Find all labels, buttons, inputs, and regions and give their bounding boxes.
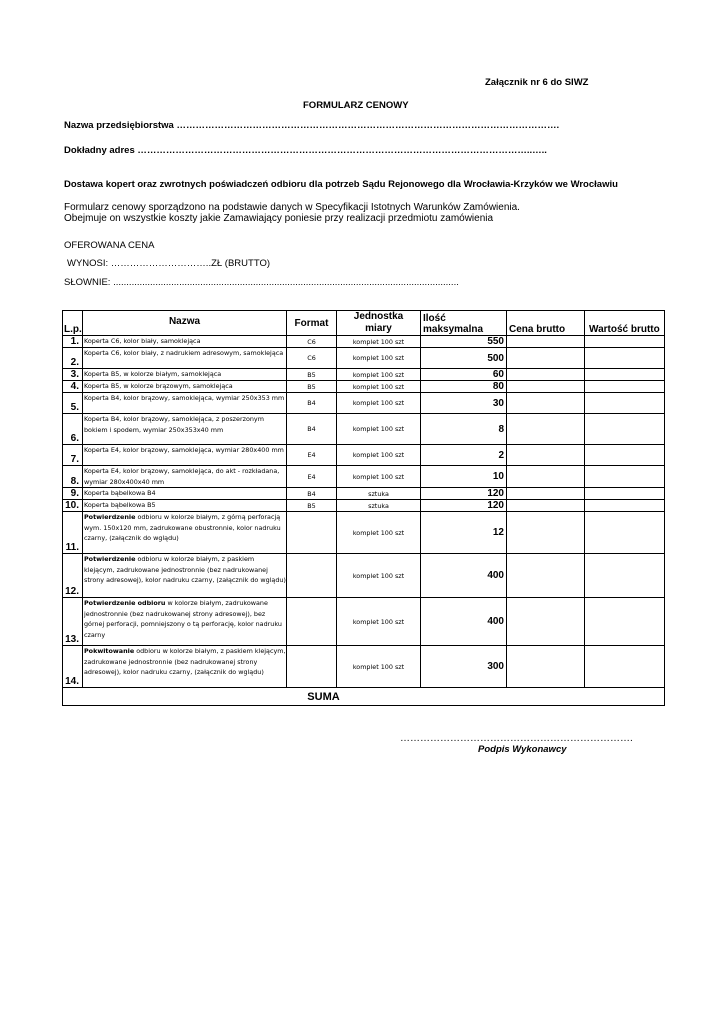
row-name <box>83 500 287 512</box>
row-name-text: Koperta C6, kolor biały, samoklejąca <box>84 337 201 345</box>
table-row <box>63 348 665 369</box>
row-max-qty: 60 <box>421 369 507 381</box>
signature-dots: ……………………………………………………………. <box>400 733 633 744</box>
row-gross-value <box>585 500 665 512</box>
table-row <box>63 554 665 598</box>
row-gross-value <box>585 646 665 688</box>
row-format: B4 <box>287 414 337 445</box>
row-name-text: Koperta bąbelkowa B5 <box>84 501 156 509</box>
row-gross-value <box>585 381 665 393</box>
row-lp: 10. <box>63 500 83 512</box>
row-unit: komplet 100 szt <box>337 512 421 554</box>
row-unit: komplet 100 szt <box>337 381 421 393</box>
header-unit-line2: miary <box>365 323 392 334</box>
table-row <box>63 381 665 393</box>
table-row <box>63 646 665 688</box>
row-format <box>287 646 337 688</box>
row-gross-value <box>585 554 665 598</box>
row-max-qty: 8 <box>421 414 507 445</box>
company-name-line: Nazwa przedsiębiorstwa …………………………………………………………………………………………………………. <box>64 120 560 131</box>
row-gross-value <box>585 466 665 488</box>
row-gross-price <box>507 488 585 500</box>
row-max-qty: 550 <box>421 336 507 348</box>
row-max-qty: 400 <box>421 554 507 598</box>
row-name <box>83 348 287 369</box>
row-unit: komplet 100 szt <box>337 646 421 688</box>
table-body <box>63 336 665 688</box>
header-name: Nazwa <box>83 311 287 336</box>
row-name-text: odbioru w kolorze białym, z paskiem klejącym, zadrukowane jednostronnie (bez nadrukowanej strony adresowej), kolor nadruku czarny, (załącznik do wglądu) <box>84 647 286 676</box>
row-lp: 4. <box>63 381 83 393</box>
header-lp: L.p. <box>63 311 83 336</box>
row-name <box>83 393 287 414</box>
row-name <box>83 369 287 381</box>
row-gross-price <box>507 554 585 598</box>
row-lp: 3. <box>63 369 83 381</box>
table-row <box>63 414 665 445</box>
row-unit: komplet 100 szt <box>337 336 421 348</box>
row-name-text: w kolorze białym, zadrukowane jednostronnie (bez nadrukowanej strony adresowej), bez górnej perforacji, pomniejszony o tą perforację, kolor nadruku czarny <box>84 599 282 639</box>
row-gross-value <box>585 348 665 369</box>
row-gross-value <box>585 512 665 554</box>
row-format: B5 <box>287 369 337 381</box>
row-name <box>83 598 287 646</box>
row-max-qty: 120 <box>421 500 507 512</box>
row-unit: sztuka <box>337 488 421 500</box>
row-gross-price <box>507 445 585 466</box>
row-name <box>83 381 287 393</box>
row-lp: 2. <box>63 348 83 369</box>
row-gross-price <box>507 598 585 646</box>
table-row <box>63 512 665 554</box>
row-unit: komplet 100 szt <box>337 445 421 466</box>
row-format <box>287 512 337 554</box>
row-gross-value <box>585 445 665 466</box>
row-max-qty: 500 <box>421 348 507 369</box>
header-unit-line1: Jednostka <box>353 311 404 322</box>
row-name-text: odbioru w kolorze białym, z paskiem klejącym, zadrukowane jednostronnie (bez nadrukowanej strony adresowej), kolor nadruku czarny, (załącznik do wglądu) <box>84 555 286 584</box>
row-lp: 14. <box>63 646 83 688</box>
form-title: FORMULARZ CENOWY <box>303 100 409 111</box>
table-row <box>63 393 665 414</box>
offered-price-label: OFEROWANA CENA <box>64 240 155 251</box>
row-format: E4 <box>287 445 337 466</box>
header-gross-price: Cena brutto <box>507 311 585 336</box>
header-max-qty: Ilość maksymalna <box>421 311 507 336</box>
row-format: B4 <box>287 488 337 500</box>
row-max-qty: 30 <box>421 393 507 414</box>
row-name-text: Koperta B4, kolor brązowy, samoklejąca, wymiar 250x353 mm <box>84 394 285 402</box>
row-format <box>287 598 337 646</box>
intro-line-1: Formularz cenowy sporządzono na podstawie danych w Specyfikacji Istotnych Warunków Zamówienia. <box>64 202 520 213</box>
sum-row <box>63 688 665 706</box>
table-row <box>63 500 665 512</box>
row-format <box>287 554 337 598</box>
table-row <box>63 466 665 488</box>
row-max-qty: 400 <box>421 598 507 646</box>
row-name-text: Koperta C6, kolor biały, z nadrukiem adresowym, samoklejąca <box>84 349 284 357</box>
row-name <box>83 445 287 466</box>
row-name <box>83 512 287 554</box>
row-gross-value <box>585 393 665 414</box>
row-unit: komplet 100 szt <box>337 393 421 414</box>
row-name-text: Koperta B5, w kolorze brązowym, samoklejąca <box>84 382 233 390</box>
row-gross-price <box>507 381 585 393</box>
price-table <box>62 310 665 706</box>
row-max-qty: 10 <box>421 466 507 488</box>
sum-label: SUMA <box>63 688 665 706</box>
row-name-text: odbioru w kolorze białym, z górną perforacją wym. 150x120 mm, zadrukowane obustronnie, kolor nadruku czarny, (załącznik do wglądu) <box>84 513 281 542</box>
table-row <box>63 336 665 348</box>
row-gross-price <box>507 646 585 688</box>
table-row <box>63 598 665 646</box>
row-name-text: Koperta B4, kolor brązowy, samoklejąca, z poszerzonym bokiem i spodem, wymiar 250x353x40 mm <box>84 415 264 434</box>
row-name <box>83 646 287 688</box>
signature-label: Podpis Wykonawcy <box>478 744 567 755</box>
row-gross-price <box>507 500 585 512</box>
row-gross-value <box>585 488 665 500</box>
row-lp: 13. <box>63 598 83 646</box>
row-format: B5 <box>287 500 337 512</box>
row-gross-price <box>507 414 585 445</box>
row-max-qty: 120 <box>421 488 507 500</box>
row-unit: komplet 100 szt <box>337 369 421 381</box>
row-gross-value <box>585 598 665 646</box>
header-format: Format <box>287 311 337 336</box>
row-format: B4 <box>287 393 337 414</box>
header-unit <box>337 311 421 336</box>
attachment-label: Załącznik nr 6 do SIWZ <box>485 77 589 88</box>
row-unit: komplet 100 szt <box>337 466 421 488</box>
row-lp: 7. <box>63 445 83 466</box>
subject-line: Dostawa kopert oraz zwrotnych poświadczeń odbioru dla potrzeb Sądu Rejonowego dla Wrocławia-Krzyków we Wrocławiu <box>64 179 618 190</box>
row-lp: 9. <box>63 488 83 500</box>
row-name-bold: Potwierdzenie odbioru <box>84 599 166 607</box>
table-row <box>63 445 665 466</box>
row-lp: 6. <box>63 414 83 445</box>
row-gross-price <box>507 512 585 554</box>
row-unit: komplet 100 szt <box>337 348 421 369</box>
row-name <box>83 336 287 348</box>
row-name-bold: Pokwitowanie <box>84 647 135 655</box>
row-gross-value <box>585 369 665 381</box>
row-lp: 1. <box>63 336 83 348</box>
row-name <box>83 414 287 445</box>
row-gross-value <box>585 414 665 445</box>
row-format: C6 <box>287 348 337 369</box>
row-unit: sztuka <box>337 500 421 512</box>
row-gross-price <box>507 466 585 488</box>
row-name-text: Koperta bąbelkowa B4 <box>84 489 156 497</box>
row-name <box>83 488 287 500</box>
header-gross-value: Wartość brutto <box>585 311 665 336</box>
row-name-text: Koperta E4, kolor brązowy, samoklejąca, wymiar 280x400 mm <box>84 446 284 454</box>
row-unit: komplet 100 szt <box>337 598 421 646</box>
row-unit: komplet 100 szt <box>337 554 421 598</box>
table-row <box>63 369 665 381</box>
row-name-bold: Potwierdzenie <box>84 513 136 521</box>
row-lp: 5. <box>63 393 83 414</box>
row-name-text: Koperta B5, w kolorze białym, samoklejąca <box>84 370 222 378</box>
row-unit: komplet 100 szt <box>337 414 421 445</box>
row-gross-price <box>507 393 585 414</box>
row-max-qty: 12 <box>421 512 507 554</box>
amount-line: WYNOSI: …………………………..ZŁ (BRUTTO) <box>67 258 271 269</box>
row-name <box>83 554 287 598</box>
row-gross-price <box>507 348 585 369</box>
row-gross-price <box>507 369 585 381</box>
row-lp: 8. <box>63 466 83 488</box>
row-lp: 12. <box>63 554 83 598</box>
table-row <box>63 488 665 500</box>
table-header-row <box>63 311 665 336</box>
intro-line-2: Obejmuje on wszystkie koszty jakie Zamawiający poniesie przy realizacji przedmiotu zamówienia <box>64 213 494 224</box>
row-format: B5 <box>287 381 337 393</box>
address-line: Dokładny adres ……………………………………………………………………………………………………………..….. <box>64 145 547 156</box>
row-format: E4 <box>287 466 337 488</box>
row-lp: 11. <box>63 512 83 554</box>
row-name-text: Koperta E4, kolor brązowy, samoklejąca, do akt - rozkładana, wymiar 280x400x40 mm <box>84 467 280 486</box>
row-max-qty: 300 <box>421 646 507 688</box>
row-name <box>83 466 287 488</box>
words-line: SŁOWNIE: ................................................................................................................................... <box>64 277 459 288</box>
row-gross-price <box>507 336 585 348</box>
row-name-bold: Potwierdzenie <box>84 555 136 563</box>
row-max-qty: 2 <box>421 445 507 466</box>
row-format: C6 <box>287 336 337 348</box>
row-gross-value <box>585 336 665 348</box>
row-max-qty: 80 <box>421 381 507 393</box>
